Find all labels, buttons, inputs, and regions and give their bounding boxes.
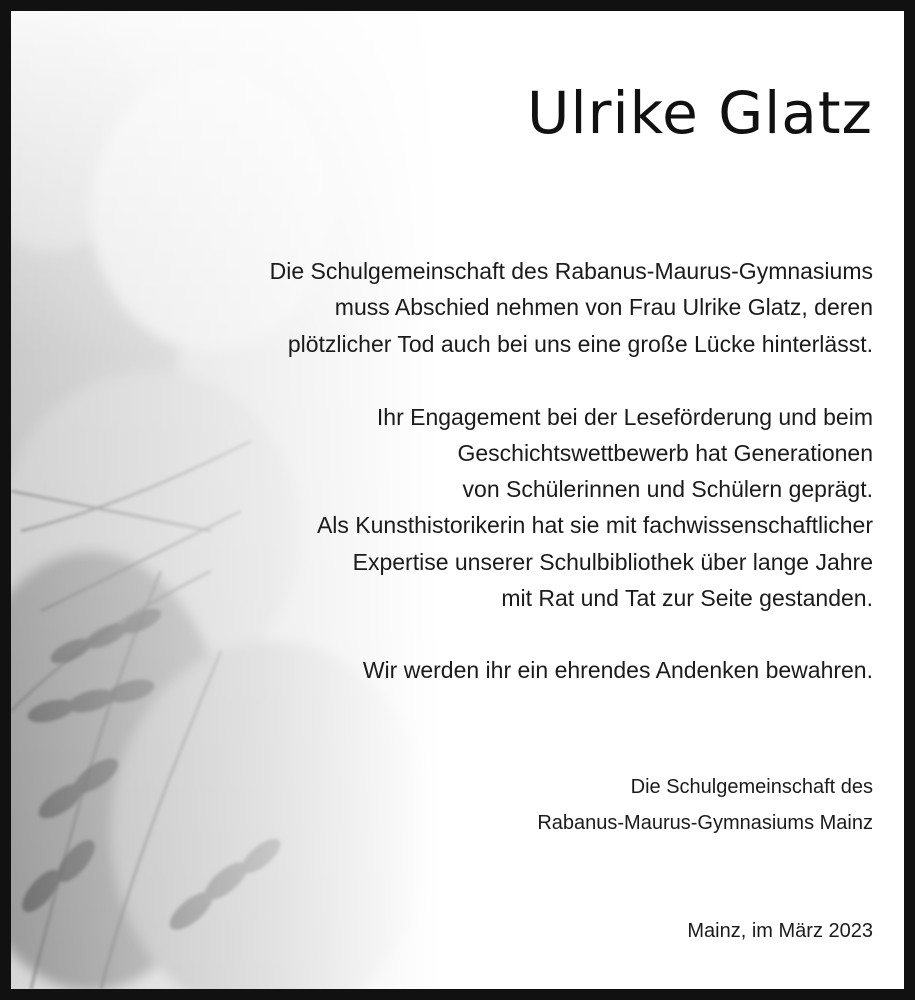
signature-line-2: Rabanus-Maurus-Gymnasiums Mainz — [537, 812, 873, 834]
paragraph-3-line-1: Wir werden ihr ein ehrendes Andenken bewahren. — [362, 657, 873, 683]
paragraph-2-line-6: mit Rat und Tat zur Seite gestanden. — [501, 585, 873, 611]
place-and-date: Mainz, im März 2023 — [687, 920, 873, 942]
paragraph-2-line-5: Expertise unserer Schulbibliothek über lange Jahre — [352, 549, 873, 575]
paragraph-2-line-3: von Schülerinnen und Schülern geprägt. — [462, 476, 873, 502]
obituary-text — [11, 11, 904, 989]
signature-line-1: Die Schulgemeinschaft des — [630, 776, 873, 798]
deceased-name: Ulrike Glatz — [527, 79, 873, 147]
paragraph-1-line-1: Die Schulgemeinschaft des Rabanus-Maurus-Gymnasiums — [269, 258, 873, 284]
paragraph-1-line-3: plötzlicher Tod auch bei uns eine große Lücke hinterlässt. — [287, 331, 873, 357]
paragraph-1-line-2: muss Abschied nehmen von Frau Ulrike Glatz, deren — [334, 294, 873, 320]
paragraph-2-line-1: Ihr Engagement bei der Leseförderung und beim — [376, 404, 873, 430]
paragraph-2-line-2: Geschichtswettbewerb hat Generationen — [457, 440, 873, 466]
paragraph-2-line-4: Als Kunsthistorikerin hat sie mit fachwissenschaftlicher — [316, 512, 873, 538]
